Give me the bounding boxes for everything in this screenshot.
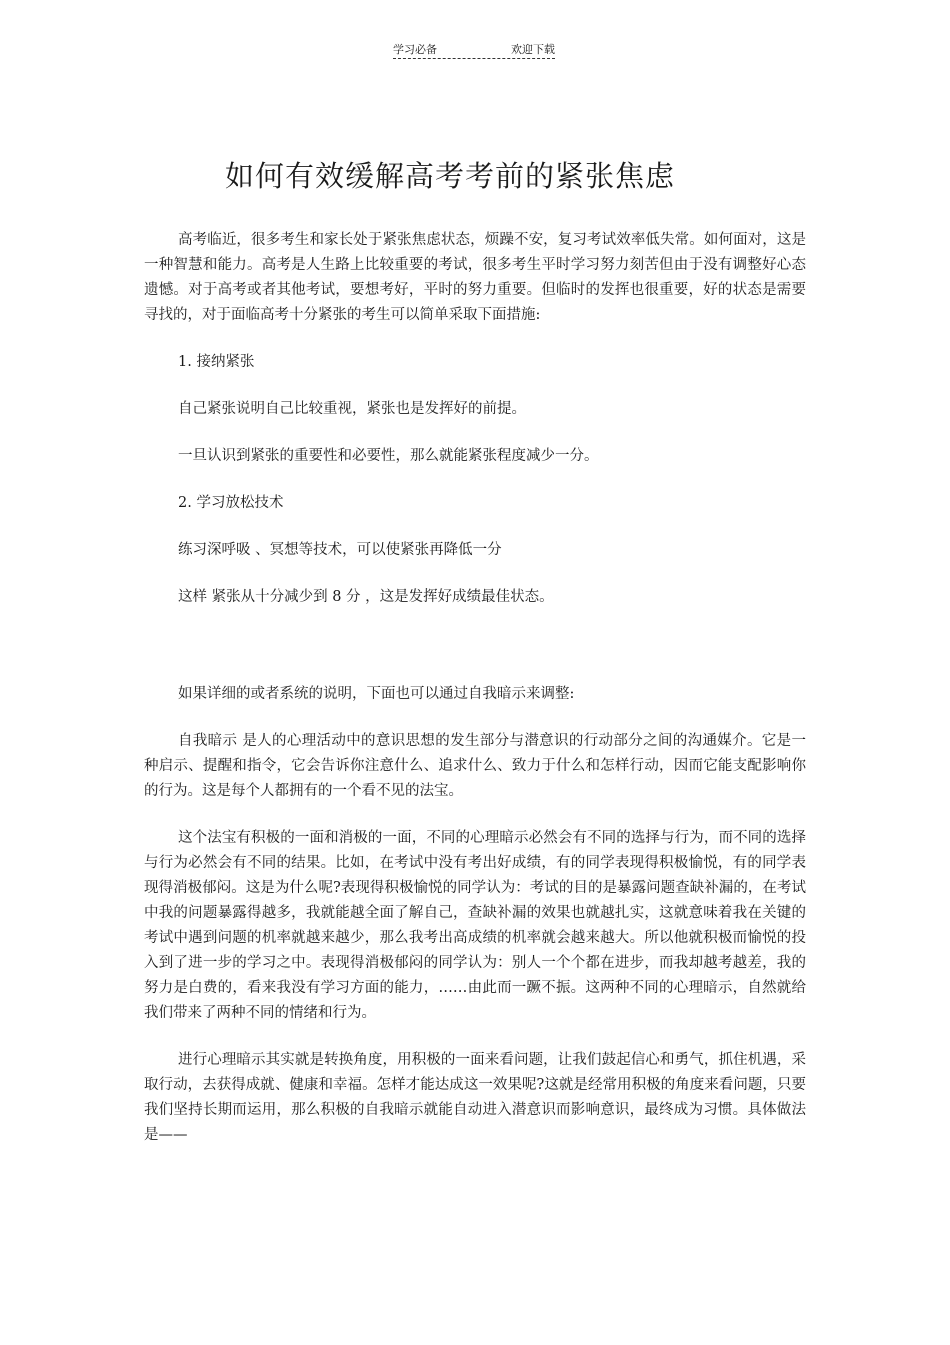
method-paragraph: 进行心理暗示其实就是转换角度，用积极的一面来看问题，让我们鼓起信心和勇气，抓住机遇，采取行动，去获得成就、健康和幸福。怎样才能达成这一效果呢?这就是经常用积极的角度来看问题，只要我们坚持长期而运用，那么积极的自我暗示就能自动进入潜意识而影响意识，最终成为习惯。具体做法是—— xyxy=(144,1052,806,1143)
section-heading-2: 2. 学习放松技术 xyxy=(178,495,284,511)
header-right-text: 欢迎下载 xyxy=(511,43,555,56)
intro-paragraph: 高考临近，很多考生和家长处于紧张焦虑状态，烦躁不安，复习考试效率低失常。如何面对，这是一种智慧和能力。高考是人生路上比较重要的考试，很多考生平时学习努力刻苦但由于没有调整好心态遗憾。对于高考或者其他考试，要想考好，平时的努力重要。但临时的发挥也很重要，好的状态是需要寻找的，对于面临高考十分紧张的考生可以简单采取下面措施: xyxy=(144,232,806,323)
self-suggestion-intro: 如果详细的或者系统的说明，下面也可以通过自我暗示来调整: xyxy=(178,686,575,702)
section-heading-1: 1. 接纳紧张 xyxy=(178,354,255,370)
page-header xyxy=(393,40,555,59)
document-title: 如何有效缓解高考考前的紧张焦虑 xyxy=(224,159,675,193)
section-1-paragraph-b: 一旦认识到紧张的重要性和必要性，那么就能紧张程度减少一分。 xyxy=(178,448,599,464)
section-1-paragraph-a: 自己紧张说明自己比较重视，紧张也是发挥好的前提。 xyxy=(178,401,526,417)
document-body xyxy=(144,228,806,1148)
section-2-paragraph-a: 练习深呼吸 、冥想等技术，可以使紧张再降低一分 xyxy=(178,542,502,558)
self-suggestion-definition: 自我暗示 是人的心理活动中的意识思想的发生部分与潜意识的行动部分之间的沟通媒介。它是一种启示、提醒和指令，它会告诉你注意什么、追求什么、致力于什么和怎样行动，因而它能支配影响你的行为。这是每个人都拥有的一个看不见的法宝。 xyxy=(144,733,806,799)
section-2-paragraph-b: 这样 紧张从十分减少到 8 分 ，这是发挥好成绩最佳状态。 xyxy=(178,589,554,605)
two-sides-paragraph: 这个法宝有积极的一面和消极的一面，不同的心理暗示必然会有不同的选择与行为，而不同的选择与行为必然会有不同的结果。比如，在考试中没有考出好成绩，有的同学表现得积极愉悦，有的同学表现得消极郁闷。这是为什么呢?表现得积极愉悦的同学认为：考试的目的是暴露问题查缺补漏的，在考试中我的问题暴露得越多，我就能越全面了解自己，查缺补漏的效果也就越扎实，这就意味着我在关键的考试中遇到问题的机率就越来越少，那么我考出高成绩的机率就会越来越大。所以他就积极而愉悦的投入到了进一步的学习之中。表现得消极郁闷的同学认为：别人一个个都在进步，而我却越考越差，我的努力是白费的，看来我没有学习方面的能力，……由此而一蹶不振。这两种不同的心理暗示，自然就给我们带来了两种不同的情绪和行为。 xyxy=(144,830,806,1021)
header-left-text: 学习必备 xyxy=(393,43,437,56)
